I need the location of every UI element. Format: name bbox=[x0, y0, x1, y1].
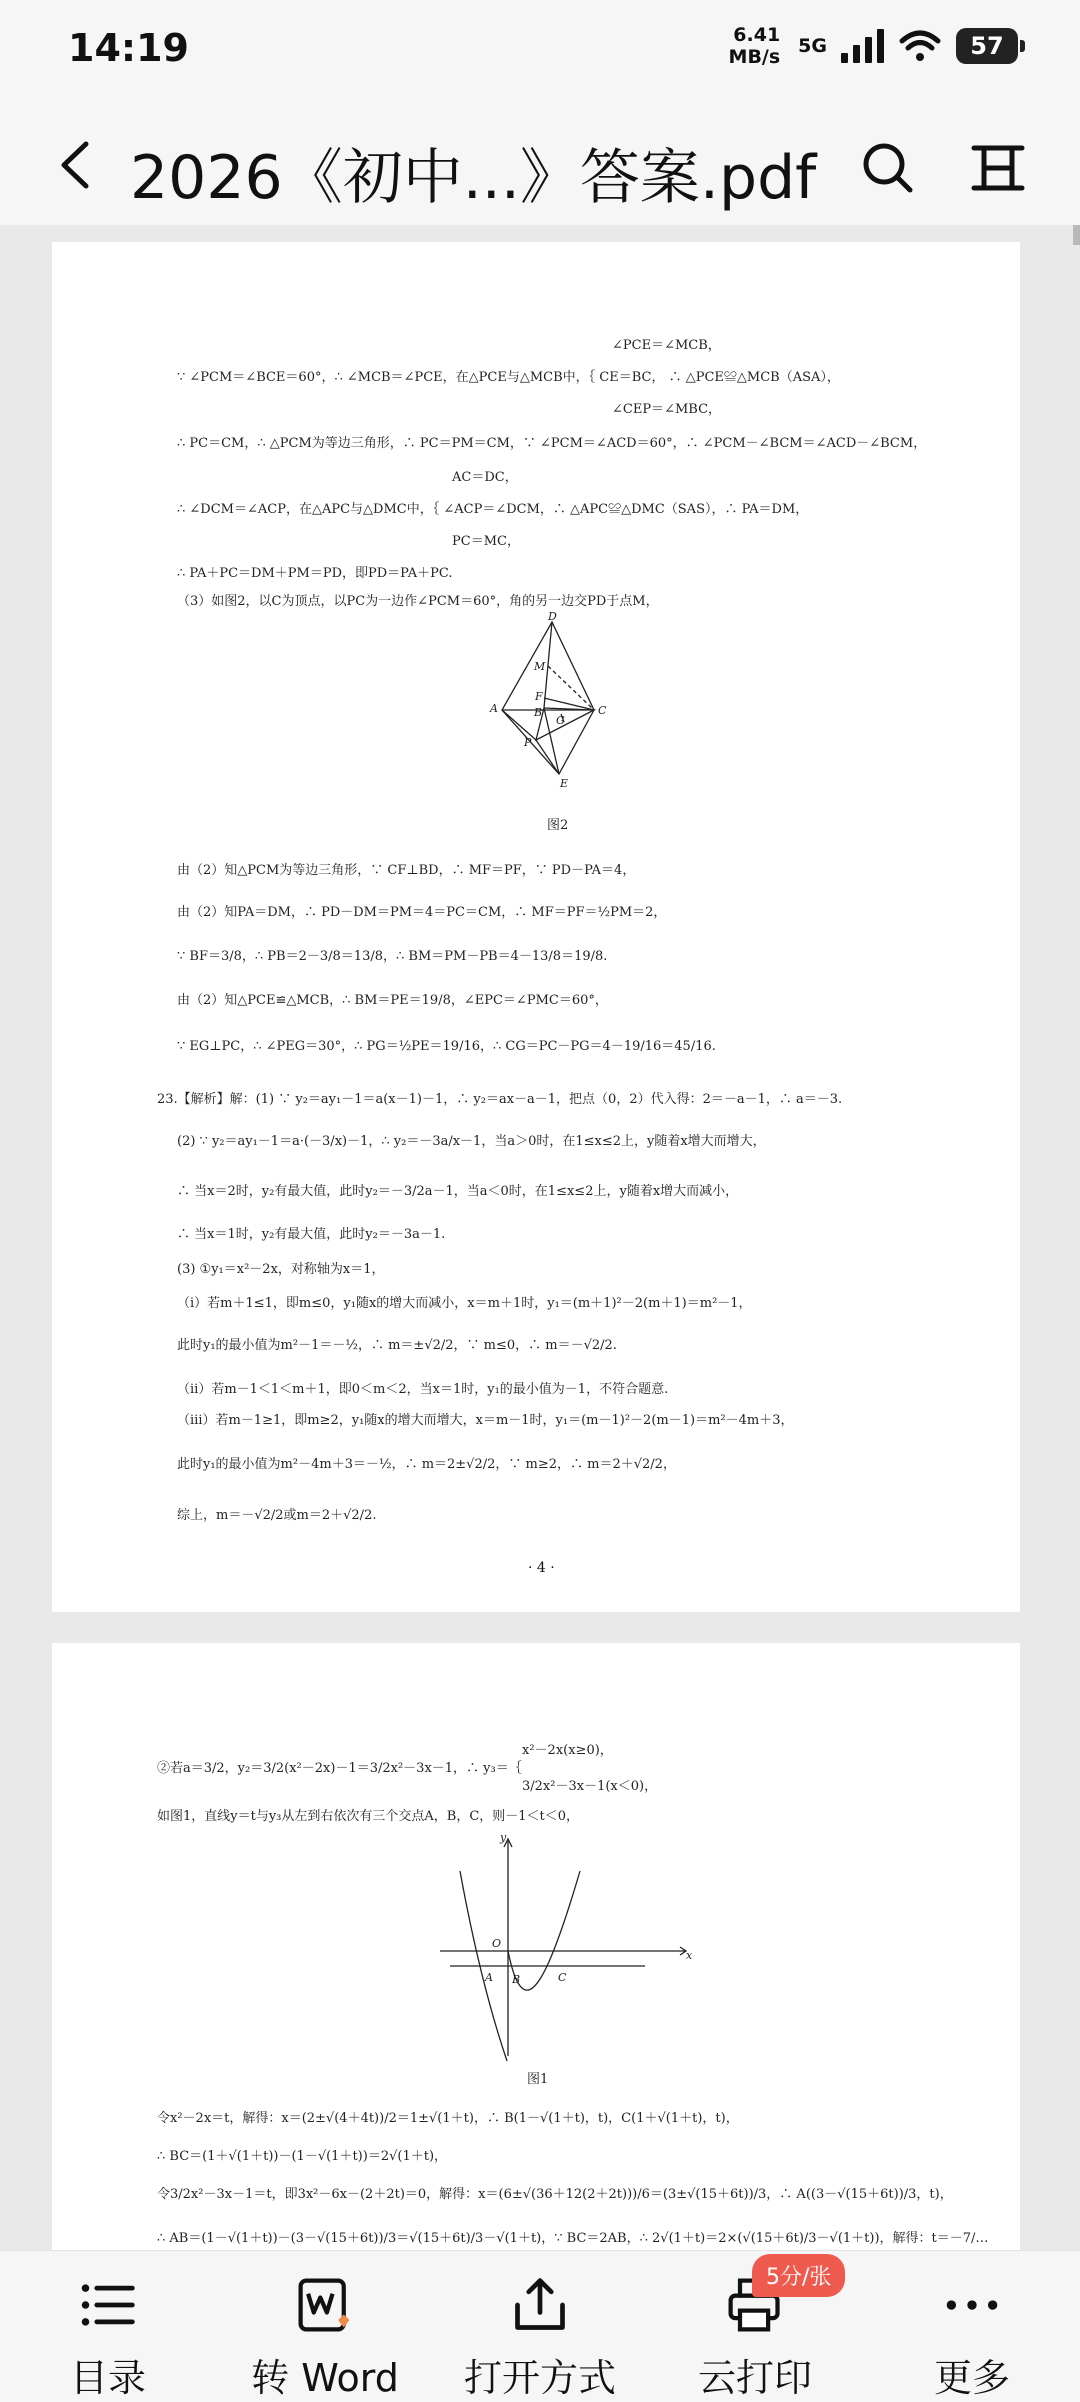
open-with-button[interactable] bbox=[455, 2251, 625, 2402]
graph-figure-1 bbox=[430, 1831, 700, 2066]
text-line: ∵ EG⊥PC，∴ ∠PEG＝30°，∴ PG＝½PE＝19/16，∴ CG＝PC－PG＝4－19/16＝45/16. bbox=[177, 1039, 716, 1054]
text-line: 3/2x²－3x－1(x＜0)， bbox=[522, 1779, 658, 1794]
bottom-toolbar bbox=[0, 2250, 1080, 2402]
text-line: ∴ AB＝(1－√(1＋t))－(3－√(15＋6t))/3＝√(15＋6t)/3－√(1＋t)，∵ BC＝2AB，∴ 2√(1＋t)＝2×(√(15＋6t)/3－√(1＋t))，解得：t＝－7/… bbox=[157, 2231, 989, 2246]
figure-label-c: C bbox=[598, 704, 607, 717]
battery-level: 57 bbox=[970, 32, 1004, 60]
status-time: 14:19 bbox=[68, 26, 189, 70]
text-line: ∠CEP＝∠MBC， bbox=[612, 402, 722, 417]
convert-word-button[interactable] bbox=[240, 2251, 410, 2402]
text-line: 综上，m＝－√2/2或m＝2＋√2/2. bbox=[177, 1508, 377, 1523]
text-line: 23.【解析】解：(1) ∵ y₂＝ay₁－1＝a(x－1)－1，∴ y₂＝ax－a－1，把点（0，2）代入得：2＝－a－1，∴ a＝－3. bbox=[157, 1092, 843, 1107]
more-icon bbox=[940, 2275, 1004, 2335]
network-speed-value: 6.41 bbox=[733, 24, 781, 46]
figure-label-d: D bbox=[548, 612, 557, 623]
text-line: PC＝MC， bbox=[452, 534, 520, 549]
text-line: 令x²－2x＝t，解得：x＝(2±√(4＋4t))/2＝1±√(1＋t)，∴ B(1－√(1＋t)，t)，C(1＋√(1＋t)，t)， bbox=[157, 2111, 739, 2126]
origin-label-o: O bbox=[492, 1937, 502, 1950]
list-icon bbox=[76, 2275, 140, 2335]
text-line: （ⅱ）若m－1＜1＜m＋1，即0＜m＜2，当x＝1时，y₁的最小值为－1，不符合题意. bbox=[177, 1382, 669, 1397]
figure-caption: 图1 bbox=[527, 2072, 549, 2087]
cloud-print-label: 云打印 bbox=[697, 2356, 812, 2400]
network-speed-unit: MB/s bbox=[728, 46, 781, 68]
text-line: （ⅲ）若m－1≥1，即m≥2，y₁随x的增大而增大，x＝m－1时，y₁＝(m－1)²－2(m－1)＝m²－4m＋3， bbox=[177, 1413, 794, 1428]
toc-button[interactable] bbox=[48, 2251, 168, 2402]
text-line: ②若a＝3/2，y₂＝3/2(x²－2x)－1＝3/2x²－3x－1，∴ y₃＝｛ bbox=[157, 1761, 522, 1776]
signal-icon bbox=[841, 29, 884, 63]
status-bar bbox=[0, 0, 1080, 100]
status-icons bbox=[729, 24, 1018, 68]
print-price-badge: 5分/张 bbox=[752, 2254, 845, 2297]
text-line: ∴ ∠DCM＝∠ACP，在△APC与△DMC中，｛ ∠ACP＝∠DCM，∴ △APC≌△DMC（SAS），∴ PA＝DM， bbox=[177, 502, 809, 517]
convert-word-label: 转 Word bbox=[251, 2356, 399, 2400]
text-line: 此时y₁的最小值为m²－4m＋3＝－½，∴ m＝2±√2/2，∵ m≥2，∴ m＝2＋√2/2， bbox=[177, 1457, 676, 1472]
point-label-b: B bbox=[512, 1973, 521, 1986]
pdf-page-4 bbox=[52, 242, 1020, 1612]
scrollbar[interactable] bbox=[1073, 225, 1080, 245]
text-line: ∵ BF＝3/8，∴ PB＝2－3/8＝13/8，∴ BM＝PM－PB＝4－13/8＝19/8. bbox=[177, 949, 608, 964]
network-type: 5G bbox=[798, 35, 827, 57]
text-line: ∴ PC＝CM，∴ △PCM为等边三角形，∴ PC＝PM＝CM，∵ ∠PCM＝∠ACD＝60°，∴ ∠PCM－∠BCM＝∠ACD－∠BCM， bbox=[177, 436, 927, 451]
figure-label-a: A bbox=[490, 702, 498, 715]
network-speed bbox=[729, 24, 781, 68]
text-line: ∴ 当x＝1时，y₂有最大值，此时y₂＝－3a－1. bbox=[177, 1227, 446, 1242]
geometry-figure-2 bbox=[482, 612, 682, 802]
more-button[interactable] bbox=[912, 2251, 1032, 2402]
text-line: 由（2）知PA＝DM，∴ PD－DM＝PM＝4＝PC＝CM，∴ MF＝PF＝½PM＝2， bbox=[177, 905, 667, 920]
axis-label-y: y bbox=[500, 1831, 507, 1844]
back-icon[interactable] bbox=[56, 140, 96, 190]
text-line: AC＝DC， bbox=[452, 470, 518, 485]
text-line: （ⅰ）若m＋1≤1，即m≤0，y₁随x的增大而减小，x＝m＋1时，y₁＝(m＋1)²－2(m＋1)＝m²－1， bbox=[177, 1296, 752, 1311]
text-line: ∴ 当x＝2时，y₂有最大值，此时y₂＝－3/2a－1，当a＜0时，在1≤x≤2上，y随着x增大而减小， bbox=[177, 1184, 739, 1199]
text-line: (3) ①y₁＝x²－2x，对称轴为x＝1， bbox=[177, 1262, 385, 1277]
text-line: （3）如图2，以C为顶点，以PC为一边作∠PCM＝60°，角的另一边交PD于点M， bbox=[177, 594, 659, 609]
text-line: 由（2）知△PCE≌△MCB，∴ BM＝PE＝19/8，∠EPC＝∠PMC＝60°， bbox=[177, 993, 608, 1008]
pdf-viewer[interactable] bbox=[0, 225, 1080, 2250]
toc-label: 目录 bbox=[69, 2356, 146, 2400]
text-line: 令3/2x²－3x－1＝t，即3x²－6x－(2＋2t)＝0，解得：x＝(6±√(36＋12(2＋2t)))/6＝(3±√(15＋6t))/3，∴ A((3－√(15＋6t))/3，t)， bbox=[157, 2187, 953, 2202]
point-label-c: C bbox=[558, 1971, 567, 1984]
wifi-icon bbox=[898, 29, 942, 63]
battery-icon bbox=[956, 28, 1018, 64]
text-line: (2) ∵ y₂＝ay₁－1＝a·(－3/x)－1，∴ y₂＝－3a/x－1，当a＞0时，在1≤x≤2上，y随着x增大而增大， bbox=[177, 1134, 766, 1149]
text-line: 如图1，直线y＝t与y₃从左到右依次有三个交点A，B，C，则－1＜t＜0， bbox=[157, 1809, 580, 1824]
figure-label-p: P bbox=[524, 736, 532, 749]
figure-label-b: B bbox=[534, 706, 543, 719]
text-line: 由（2）知△PCM为等边三角形，∵ CF⊥BD，∴ MF＝PF，∵ PD－PA＝4， bbox=[177, 863, 636, 878]
figure-label-e: E bbox=[560, 777, 569, 790]
figure-label-f: F bbox=[535, 690, 543, 703]
title-bar bbox=[0, 100, 1080, 225]
menu-icon[interactable] bbox=[970, 144, 1026, 192]
text-line: 此时y₁的最小值为m²－1＝－½，∴ m＝±√2/2，∵ m≤0，∴ m＝－√2/2. bbox=[177, 1338, 617, 1353]
search-icon[interactable] bbox=[860, 140, 914, 194]
word-convert-icon bbox=[293, 2275, 357, 2335]
more-label: 更多 bbox=[933, 2356, 1010, 2400]
pdf-page-5 bbox=[52, 1643, 1020, 2250]
open-with-label: 打开方式 bbox=[463, 2356, 616, 2400]
share-icon bbox=[508, 2275, 572, 2335]
point-label-a: A bbox=[485, 1971, 493, 1984]
axis-label-x: x bbox=[686, 1949, 693, 1962]
figure-label-g: G bbox=[556, 714, 565, 727]
document-title: 2026《初中...》答案.pdf bbox=[130, 143, 817, 213]
text-line: ∵ ∠PCM＝∠BCE＝60°，∴ ∠MCB＝∠PCE，在△PCE与△MCB中，｛ CE＝BC， ∴ △PCE≌△MCB（ASA）， bbox=[177, 370, 840, 385]
text-line: ∴ PA＋PC＝DM＋PM＝PD，即PD＝PA＋PC. bbox=[177, 566, 453, 581]
page-number: · 4 · bbox=[528, 1560, 555, 1576]
text-line: x²－2x(x≥0)， bbox=[522, 1743, 613, 1758]
text-line: ∠PCE＝∠MCB， bbox=[612, 338, 721, 353]
figure-label-m: M bbox=[534, 660, 546, 673]
text-line: ∴ BC＝(1＋√(1＋t))－(1－√(1＋t))＝2√(1＋t)， bbox=[157, 2149, 448, 2164]
figure-caption: 图2 bbox=[547, 818, 569, 833]
